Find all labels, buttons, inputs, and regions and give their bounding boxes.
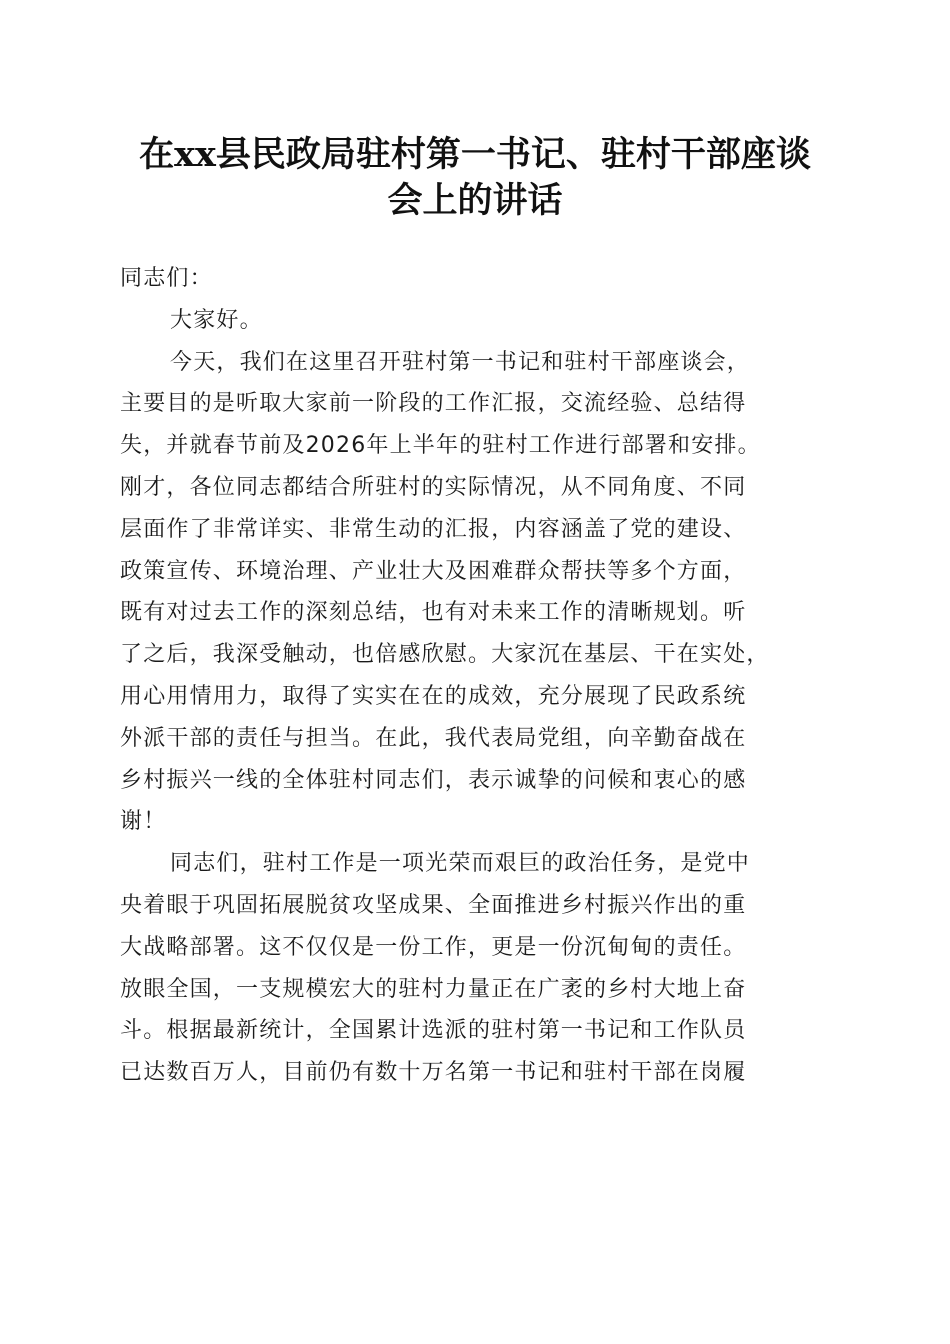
paragraph-2-line: 央着眼于巩固拓展脱贫攻坚成果、全面推进乡村振兴作出的重 (120, 892, 747, 918)
paragraph-2-line: 斗。根据最新统计，全国累计选派的驻村第一书记和工作队员 (120, 1018, 747, 1044)
document-title (100, 132, 850, 224)
paragraph-1-line: 失，并就春节前及2026年上半年的驻村工作进行部署和安排。 (120, 433, 761, 459)
paragraph-1-line: 用心用情用力，取得了实实在在的成效，充分展现了民政系统 (120, 683, 747, 709)
paragraph-1-line: 主要目的是听取大家前一阶段的工作汇报，交流经验、总结得 (120, 391, 747, 417)
paragraph-1-line: 今天，我们在这里召开驻村第一书记和驻村干部座谈会， (170, 349, 751, 375)
document-body (120, 258, 840, 1094)
paragraph-1-line: 了之后，我深受触动，也倍感欣慰。大家沉在基层、干在实处， (120, 642, 770, 668)
paragraph-1-line: 谢！ (120, 809, 167, 835)
title-line-2: 会上的讲话 (387, 180, 563, 221)
salutation: 同志们： (120, 266, 213, 291)
paragraph-1-line: 乡村振兴一线的全体驻村同志们，表示诚挚的问候和衷心的感 (120, 767, 747, 793)
paragraph-2-line: 放眼全国，一支规模宏大的驻村力量正在广袤的乡村大地上奋 (120, 976, 747, 1002)
paragraph-1-line: 刚才，各位同志都结合所驻村的实际情况，从不同角度、不同 (120, 474, 747, 500)
paragraph-2-line: 已达数百万人，目前仍有数十万名第一书记和驻村干部在岗履 (120, 1060, 747, 1086)
paragraph-1-line: 政策宣传、环境治理、产业壮大及困难群众帮扶等多个方面， (120, 558, 747, 584)
paragraph-1-line: 层面作了非常详实、非常生动的汇报，内容涵盖了党的建设、 (120, 516, 747, 542)
paragraph-1-line: 既有对过去工作的深刻总结，也有对未来工作的清晰规划。听 (120, 600, 747, 626)
paragraph-2-line: 同志们，驻村工作是一项光荣而艰巨的政治任务，是党中 (170, 851, 751, 877)
paragraph-2-line: 大战略部署。这不仅仅是一份工作，更是一份沉甸甸的责任。 (120, 934, 747, 960)
paragraph-1-line: 外派干部的责任与担当。在此，我代表局党组，向辛勤奋战在 (120, 725, 747, 751)
title-line-1: 在xx县民政局驻村第一书记、驻村干部座谈 (139, 134, 811, 175)
greeting: 大家好。 (170, 307, 263, 333)
